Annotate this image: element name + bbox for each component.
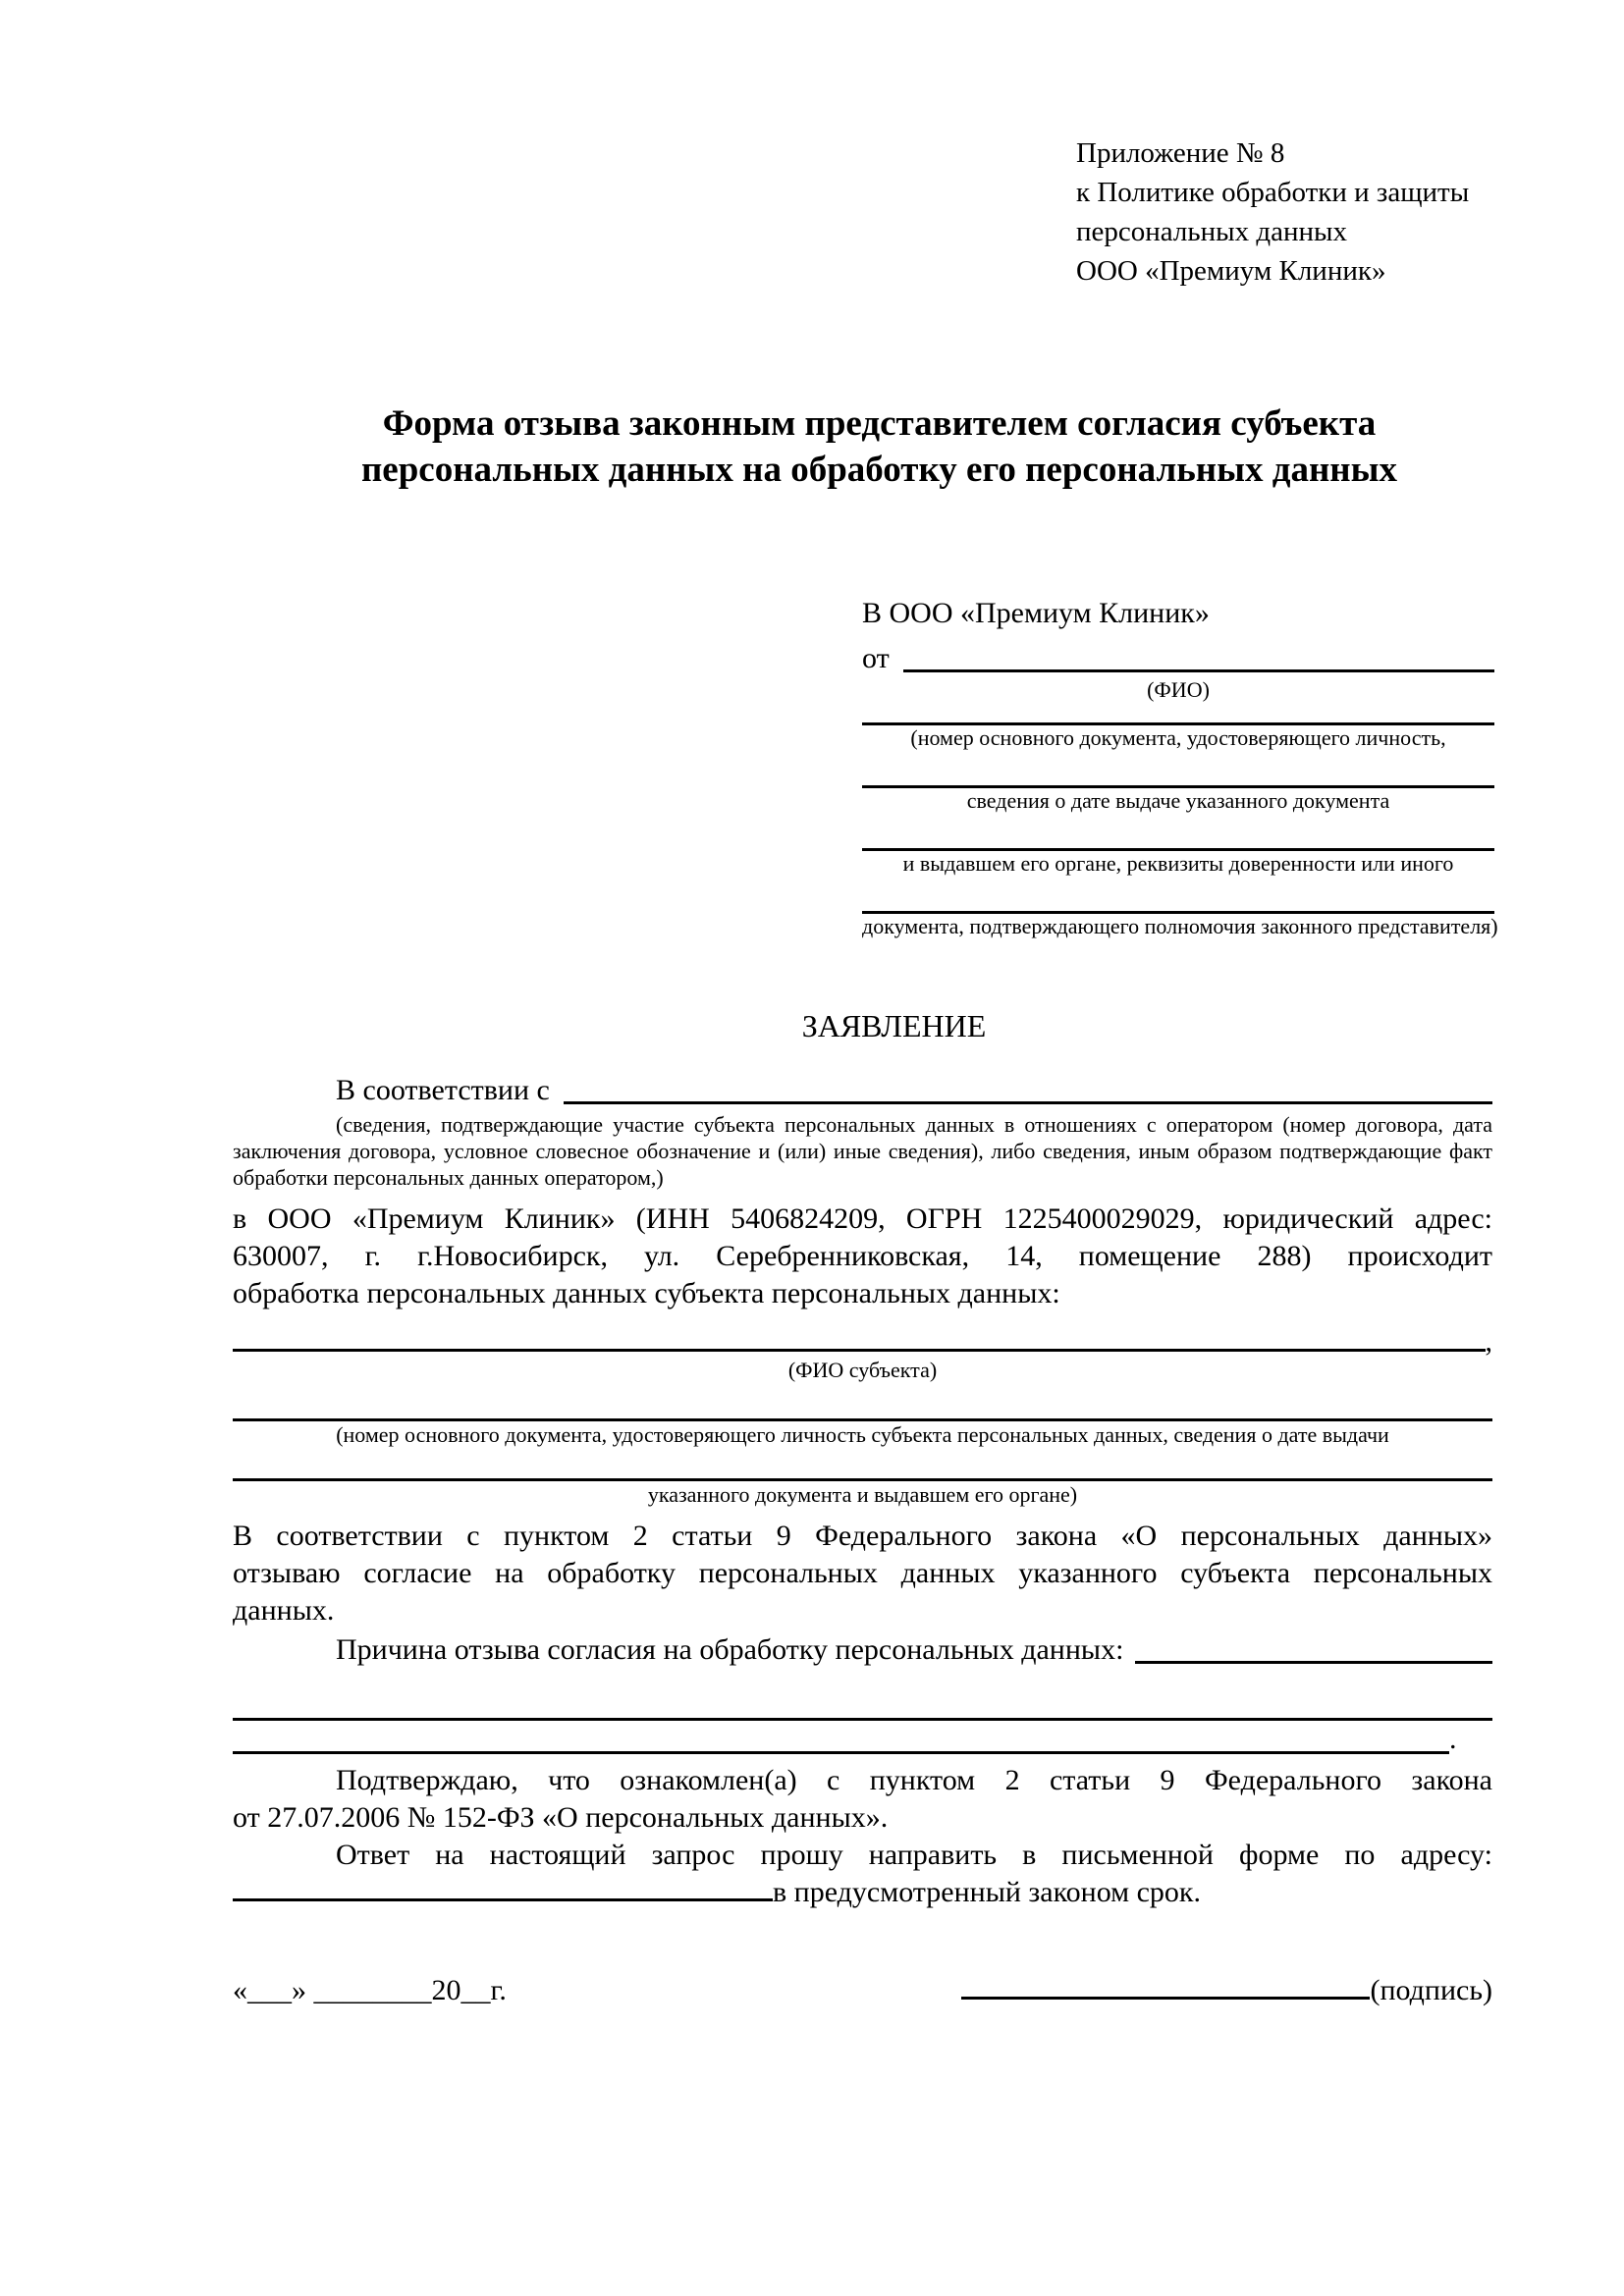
reply-paragraph-suffix: в предусмотренный законом срок. xyxy=(773,1876,1201,1908)
reason-blank-line xyxy=(233,1669,1492,1721)
operator-paragraph-line: 630007, г. г.Новосибирск, ул. Серебренниковская, 14, помещение 288) происходит xyxy=(233,1240,1492,1272)
basis-caption-line: заключения договора, условное словесное обозначение и (или) иные сведения), либо сведения, иным образом подтверждающие факт xyxy=(233,1139,1492,1163)
doc-caption: сведения о дате выдаче указанного документа xyxy=(966,788,1390,813)
basis-fill-line xyxy=(564,1072,1492,1104)
in-accordance-label: В соответствии с xyxy=(336,1074,550,1106)
date-blank: «___» ________20__г. xyxy=(233,1974,507,2006)
signature-group xyxy=(961,1972,1492,2009)
from-row xyxy=(862,640,1494,677)
footer-row xyxy=(233,1972,1492,2009)
statement-heading: ЗАЯВЛЕНИЕ xyxy=(801,1008,987,1043)
reason-row xyxy=(233,1631,1492,1669)
operator-paragraph-line: в ООО «Премиум Клиник» (ИНН 5406824209, ОГРН 1225400029029, юридический адрес: xyxy=(233,1202,1492,1235)
withdraw-paragraph xyxy=(233,1518,1492,1629)
addressee-block xyxy=(862,595,1498,939)
appendix-note-line: Приложение № 8 xyxy=(1076,137,1285,169)
document-title xyxy=(233,400,1492,493)
operator-paragraph-line: обработка персональных данных субъекта персональных данных: xyxy=(233,1277,1060,1309)
document-title-line: персональных данных на обработку его персональных данных xyxy=(360,450,1397,490)
representative-doc-line xyxy=(862,814,1494,851)
in-accordance-row xyxy=(233,1072,1492,1109)
basis-caption-line: (сведения, подтверждающие участие субъекта персональных данных в отношениях с оператором (номер договора, дата xyxy=(336,1112,1492,1137)
subject-doc-line xyxy=(233,1450,1492,1481)
subject-doc-line xyxy=(233,1385,1492,1421)
document-title-line: Форма отзыва законным представителем согласия субъекта xyxy=(382,403,1377,444)
reason-fill-line xyxy=(1135,1631,1492,1664)
confirm-paragraph xyxy=(233,1762,1492,1837)
reply-address-row xyxy=(233,1874,1492,1911)
withdraw-paragraph-line: отзываю согласие на обработку персональных данных указанного субъекта персональных xyxy=(233,1557,1492,1589)
reason-blank-line-fill xyxy=(233,1721,1449,1754)
subject-fio-row xyxy=(233,1312,1492,1357)
representative-name-line xyxy=(903,640,1494,672)
appendix-note-line: ООО «Премиум Клиник» xyxy=(1076,255,1386,287)
basis-caption xyxy=(233,1111,1492,1191)
signature-line xyxy=(961,1974,1370,2000)
subject-doc-caption: (номер основного документа, удостоверяющего личность субъекта персональных данных, сведения о дате выдачи xyxy=(336,1422,1389,1447)
representative-doc-line xyxy=(862,877,1494,914)
appendix-note xyxy=(1076,133,1469,291)
appendix-note-line: персональных данных xyxy=(1076,216,1348,247)
representative-doc-line xyxy=(862,751,1494,788)
from-label: от xyxy=(862,642,890,674)
subject-doc-caption: указанного документа и выдавшем его органе) xyxy=(647,1482,1078,1507)
doc-caption: и выдавшем его органе, реквизиты доверенности или иного xyxy=(902,851,1454,876)
trailing-period: . xyxy=(1449,1723,1457,1755)
doc-caption: (номер основного документа, удостоверяющего личность, xyxy=(910,725,1446,750)
reply-paragraph xyxy=(233,1837,1492,1911)
reason-blank-line-2 xyxy=(233,1721,1492,1754)
statement-body xyxy=(233,1072,1492,2009)
signature-caption: (подпись) xyxy=(1370,1974,1492,2006)
subject-fio-caption: (ФИО субъекта) xyxy=(787,1358,938,1382)
reason-label: Причина отзыва согласия на обработку персональных данных: xyxy=(336,1633,1124,1666)
confirm-paragraph-line: Подтверждаю, что ознакомлен(а) с пунктом 2 статьи 9 Федерального закона xyxy=(336,1764,1492,1796)
confirm-paragraph-line: от 27.07.2006 № 152-ФЗ «О персональных данных». xyxy=(233,1801,889,1834)
fio-caption: (ФИО) xyxy=(1147,677,1210,702)
withdraw-paragraph-line: данных. xyxy=(233,1594,335,1627)
appendix-note-line: к Политике обработки и защиты xyxy=(1076,177,1470,208)
reply-paragraph-line: Ответ на настоящий запрос прошу направить в письменной форме по адресу: xyxy=(336,1839,1492,1871)
representative-doc-line xyxy=(862,703,1494,725)
doc-caption: документа, подтверждающего полномочия законного представителя) xyxy=(862,914,1498,938)
reply-address-line xyxy=(233,1876,773,1901)
addressee-to: В ООО «Премиум Клиник» xyxy=(862,597,1210,629)
subject-fio-line xyxy=(233,1349,1486,1352)
basis-caption-line: обработки персональных данных оператором,) xyxy=(233,1165,664,1190)
operator-paragraph xyxy=(233,1201,1492,1312)
withdraw-paragraph-line: В соответствии с пунктом 2 статьи 9 Федерального закона «О персональных данных» xyxy=(233,1520,1492,1552)
trailing-comma: , xyxy=(1485,1325,1492,1358)
